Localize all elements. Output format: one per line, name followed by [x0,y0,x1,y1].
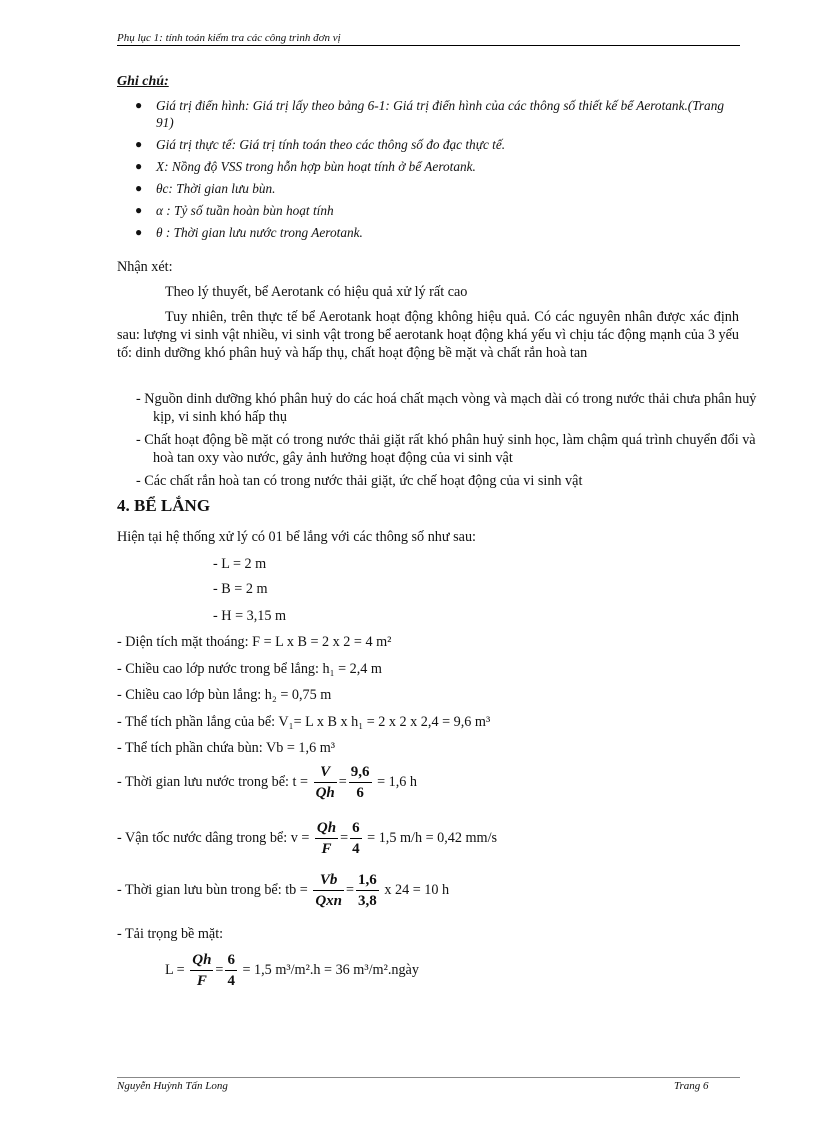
bullet-icon: ● [135,181,143,195]
notes-list [135,97,740,246]
bullet-icon: ● [135,225,143,239]
calc-sludge-volume: - Thể tích phần chứa bùn: Vb = 1,6 m³ [117,740,336,756]
formula-fraction: $\frac{1,6}{3,8}$ [358,872,377,909]
calc-water-height: - Chiều cao lớp nước trong bể lắng: h₁ = 2,4 m [117,661,382,677]
calc-surface-load: L = $\frac{Qh}{F}$ = $\frac{6}{4}$ = 1,5 m³/m².h = 36 m³/m².ngày [165,952,419,989]
calc-area: - Diện tích mặt thoáng: F = L x B = 2 x 2 = 4 m² [117,634,392,650]
remarks-label: Nhận xét: [117,259,173,275]
dimension-length: - L = 2 m [213,556,267,572]
formula-fraction: $\frac{Vb}{\text{Qxn}}$ [315,872,343,909]
calc-settling-volume: - Thể tích phần lắng của bể: V₁= L x B x h₁ = 2 x 2 x 2,4 = 9,6 m³ [117,714,491,730]
header-rule [117,45,740,46]
calc-sludge-height: - Chiều cao lớp bùn lắng: h₂ = 0,75 m [117,687,332,703]
section-heading: 4. BỂ LẮNG [117,496,211,515]
remarks-paragraph-2: Tuy nhiên, trên thực tế bể Aerotank hoạt động không hiệu quả. Có các nguyên nhân được xác định sau: lượng vi sinh vật nhiều, vi sinh vật trong bể aerotank hoạt động khá yếu vì chịu tác động mạnh của 3 yếu tố: dinh dưỡng khó phân huỷ và hấp thụ, chất hoạt động bề mặt và chất rắn hoà tan [117,309,739,361]
remarks-paragraph-1: Theo lý thuyết, bể Aerotank có hiệu quả xử lý rất cao [165,284,468,300]
calc-water-retention: - Thời gian lưu nước trong bể: t = $\frac{V}{Qh}$ = $\frac{9,6}{6}$ = 1,6 h [117,764,417,801]
formula-fraction: $\frac{6}{4}$ [352,820,360,857]
dimension-height: - H = 3,15 m [213,608,287,624]
formula-fraction: $\frac{V}{Qh}$ [315,764,335,801]
notes-title: Ghi chú: [117,74,169,89]
note-item: ● α : Tỷ số tuần hoàn bùn hoạt tính [135,203,334,218]
footer-author: Nguyễn Huỳnh Tấn Long [117,1080,228,1092]
note-item: ● X: Nồng độ VSS trong hỗn hợp bùn hoạt tính ở bể Aerotank. [135,159,476,174]
calc-surface-load-label: - Tải trọng bề mặt: [117,926,224,942]
remark-dash-item: - Chất hoạt động bề mặt có trong nước thải giặt rất khó phân huỷ sinh học, làm chậm quá trình chuyển đổi và hoà tan oxy vào nước, gây ảnh hưởng hoạt động của vi sinh vật [136,432,756,466]
calc-sludge-retention: - Thời gian lưu bùn trong bể: tb = $\frac{Vb}{\text{Qxn}}$ = $\frac{1,6}{3,8}$ x 24 = 10 h [117,872,450,909]
formula-fraction: $\frac{Qh}{F}$ [316,820,337,857]
calc-rise-velocity: - Vận tốc nước dâng trong bể: v = $\frac{Qh}{F}$ = $\frac{6}{4}$ = 1,5 m/h = 0,42 mm/s [117,820,498,857]
formula-fraction: $\frac{9,6}{6}$ [350,764,370,801]
remark-dash-item: - Nguồn dinh dưỡng khó phân huỷ do các hoá chất mạch vòng và mạch dài có trong nước thải chưa phân huỷ kịp, vi sinh khó hấp thụ [136,391,757,425]
bullet-icon: ● [135,159,143,173]
footer-rule [117,1077,740,1078]
bullet-icon: ● [135,137,143,151]
page-header: Phụ lục 1: tính toán kiểm tra các công trình đơn vị [117,32,341,44]
note-item: ● Giá trị điển hình: Giá trị lấy theo bảng 6-1: Giá trị điển hình của các thông số thiết kế bể Aerotank.(Trang 91) [135,98,724,130]
formula-fraction: $\frac{6}{4}$ [227,952,235,989]
formula-fraction: $\frac{Qh}{F}$ [192,952,212,989]
bullet-icon: ● [135,98,143,112]
section-intro: Hiện tại hệ thống xử lý có 01 bể lắng với các thông số như sau: [117,529,476,545]
note-item: ● Giá trị thực tế: Giá trị tính toán theo các thông số đo đạc thực tế. [135,137,506,152]
footer-page-number: Trang 6 [674,1080,709,1092]
note-item: ● θc: Thời gian lưu bùn. [135,181,276,196]
remark-dash-item: - Các chất rắn hoà tan có trong nước thải giặt, ức chế hoạt động của vi sinh vật [136,473,583,489]
bullet-icon: ● [135,203,143,217]
dimension-width: - B = 2 m [213,581,268,597]
note-item: ● θ : Thời gian lưu nước trong Aerotank. [135,225,363,240]
